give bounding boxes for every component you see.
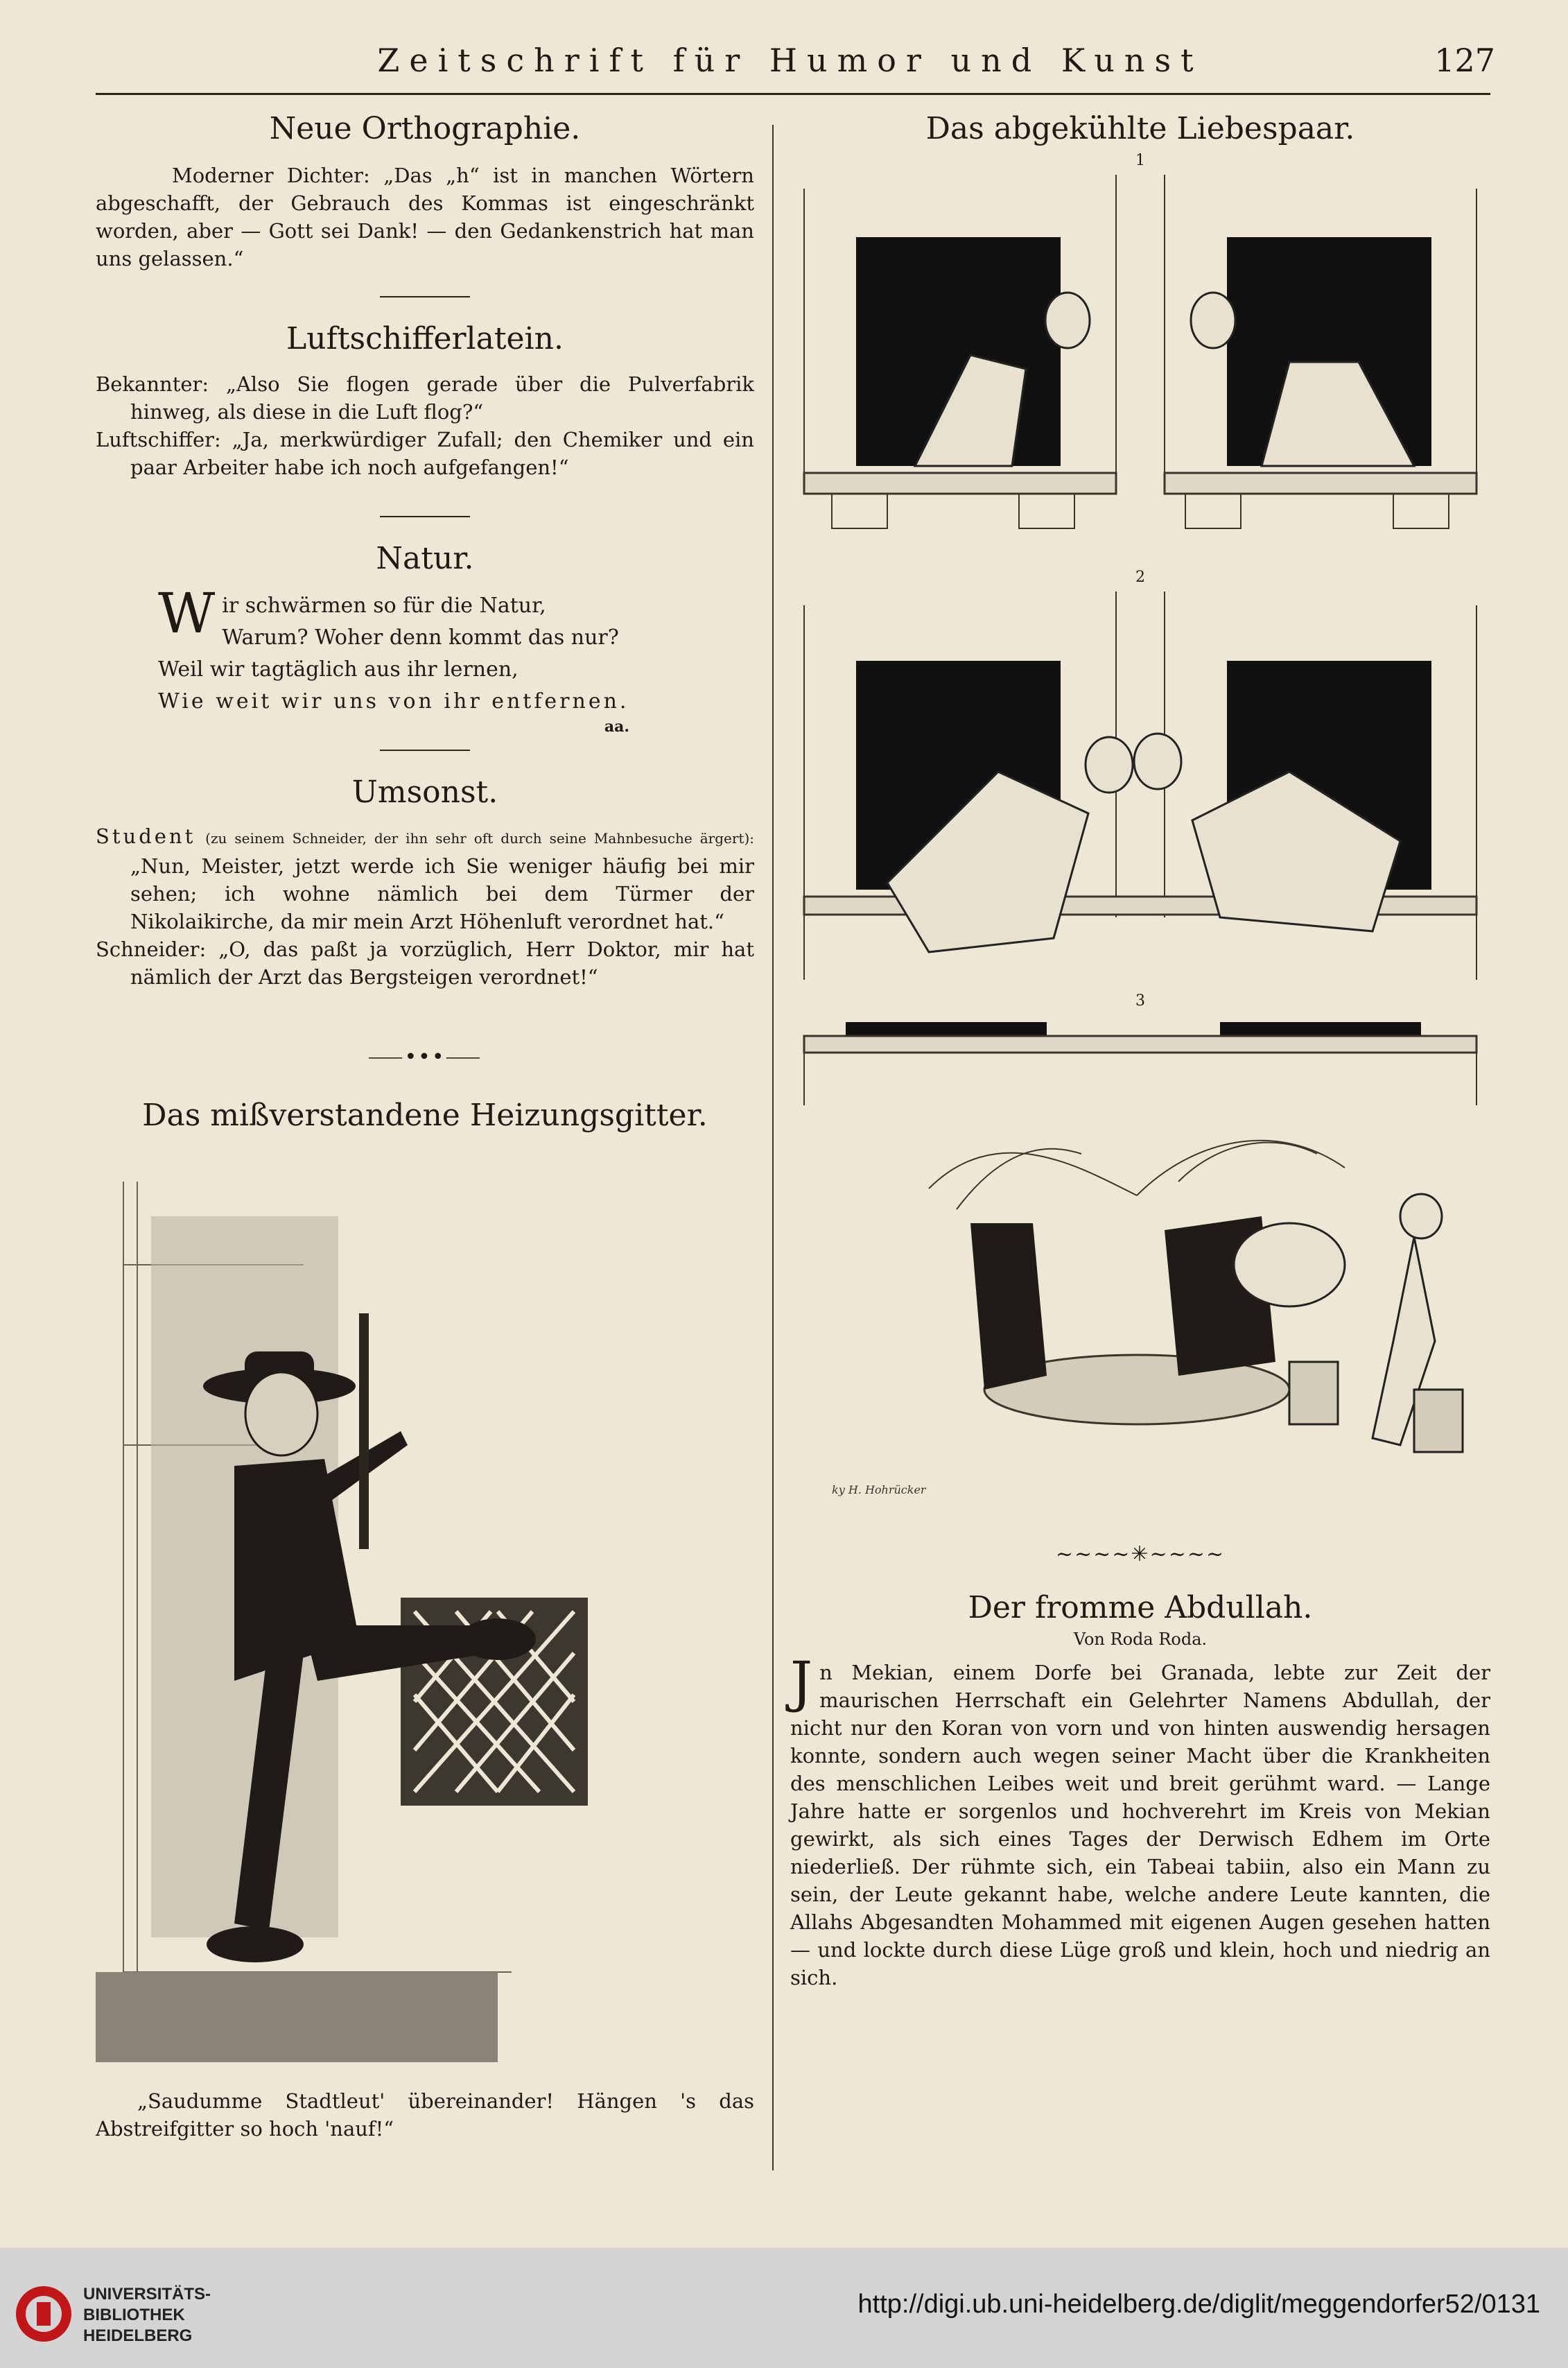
library-footer: [0, 2248, 1568, 2368]
liebespaar-title: Das abgekühlte Liebespaar.: [925, 111, 1355, 146]
abdullah-title: Der fromme Abdullah.: [968, 1590, 1313, 1625]
poem-line: ir schwärmen so für die Natur,: [222, 594, 546, 618]
panel-2-drawing: [790, 591, 1490, 987]
poem-line: Wie weit wir uns von ihr entfernen.: [158, 689, 629, 714]
speaker: Student: [96, 824, 196, 848]
dialogue: „O, das paßt ja vorzüglich, Herr Doktor, mir hat nämlich der Arzt das Bergsteigen verordnet!“: [130, 937, 755, 989]
heizungsgitter-caption: „Saudumme Stadtleut' übereinander! Hängen 's das Abstreifgitter so hoch 'nauf!“: [96, 2089, 754, 2141]
natur-author: aa.: [604, 718, 629, 736]
stage-direction: (zu seinem Schneider, der ihn sehr oft durch seine Mahnbesuche ärgert):: [205, 830, 755, 847]
panel-number: 3: [1135, 992, 1145, 1010]
abdullah-text: [790, 1650, 1490, 1991]
umsonst-title: Umsonst.: [351, 775, 498, 810]
abdullah-byline: Von Roda Roda.: [1073, 1630, 1208, 1649]
luftschifferlatein-line-1: Bekannter: „Also Sie flogen gerade über die Pulverfabrik hinweg, als diese in die Luft flog?“: [96, 372, 754, 424]
neue-orthographie-text: Moderner Dichter: „Das „h“ ist in manchen Wörtern abgeschafft, der Gebrauch des Kommas ist eingeschränkt worden, aber — Gott sei Dank! — den Gedankenstrich hat man uns gelassen.“: [96, 164, 754, 270]
heizungsgitter-title: Das mißverstandene Heizungsgitter.: [142, 1098, 708, 1133]
panel-1-drawing: [790, 175, 1490, 563]
header-rule: [96, 93, 1490, 95]
separator-rule: [380, 296, 470, 297]
umsonst-line-1: [96, 822, 754, 935]
page-number: 127: [1434, 42, 1495, 79]
abdullah-paragraph: n Mekian, einem Dorfe bei Granada, lebte zur Zeit der maurischen Herrschaft ein Gelehrter Namens Abdullah, der nicht nur den Koran von vorn und von hinten auswendig hersagen konnte, sondern auch wegen seiner Macht über die Krankheiten des menschlichen Leibes weit und breit gerühmt ward. — Lange Jahre hatte er sorgenlos und hochverehrt im Kreis von Mekian gewirkt, als sich eines Tages der Derwisch Edhem im Orte niederließ. Der rühmte sich, ein Tabeai tabiin, also ein Mann zu sein, der Leute gekannt habe, welche andere Leute kannten, die Allahs Abgesandten Mohammed mit eigenen Augen gesehen hatten — und lockte durch diese Lüge groß und klein, hoch und niedrig an sich.: [790, 1661, 1490, 1989]
liebespaar-panel-3: [790, 1015, 1490, 1514]
ornament-divider: ~~~~✳~~~~: [1055, 1542, 1226, 1566]
heizungsgitter-illustration: [96, 1154, 754, 2076]
panel-number: 1: [1135, 152, 1145, 169]
page-header-title: Zeitschrift für Humor und Kunst: [377, 42, 1203, 79]
separator-rule: [380, 750, 470, 751]
kicking-man-drawing: [96, 1154, 754, 2076]
library-line: BIBLIOTHEK: [83, 2306, 185, 2324]
natur-title: Natur.: [376, 541, 474, 576]
library-name: [83, 2284, 211, 2347]
panel-3-drawing: [790, 1015, 1490, 1514]
luftschifferlatein-line-2: Luftschiffer: „Ja, merkwürdiger Zufall; den Chemiker und ein paar Arbeiter habe ich noch aufgefangen!“: [96, 428, 754, 479]
drop-cap: J: [790, 1650, 813, 1714]
library-line: HEIDELBERG: [83, 2326, 193, 2345]
speaker: Schneider:: [96, 937, 207, 961]
source-url-link[interactable]: http://digi.ub.uni-heidelberg.de/diglit/meggendorfer52/0131: [857, 2290, 1540, 2319]
ornament-divider: ⸺•••⸺: [367, 1045, 482, 1069]
drop-cap: W: [158, 581, 216, 646]
neue-orthographie-title: Neue Orthographie.: [269, 111, 581, 146]
poem-line: Weil wir tagtäglich aus ihr lernen,: [158, 657, 519, 682]
liebespaar-panel-1: [790, 175, 1490, 563]
panel-number: 2: [1135, 569, 1145, 586]
dialogue: „Nun, Meister, jetzt werde ich Sie weniger häufig bei mir sehen; ich wohne nämlich bei dem Türmer der Nikolaikirche, da mir mein Arzt Höhenluft verordnet hat.“: [130, 854, 754, 933]
column-divider: [772, 125, 774, 2170]
liebespaar-panel-2: [790, 591, 1490, 987]
library-line: UNIVERSITÄTS-: [83, 2285, 211, 2304]
poem-line: Warum? Woher denn kommt das nur?: [222, 625, 619, 650]
umsonst-line-2: [96, 935, 754, 991]
right-column: [790, 104, 1490, 1991]
artist-signature: ky H. Hohrücker: [832, 1483, 926, 1496]
university-seal-icon: [14, 2284, 73, 2344]
separator-rule: [380, 516, 470, 517]
left-column: [96, 104, 754, 2143]
luftschifferlatein-title: Luftschifferlatein.: [286, 321, 564, 356]
natur-poem: [96, 581, 754, 718]
